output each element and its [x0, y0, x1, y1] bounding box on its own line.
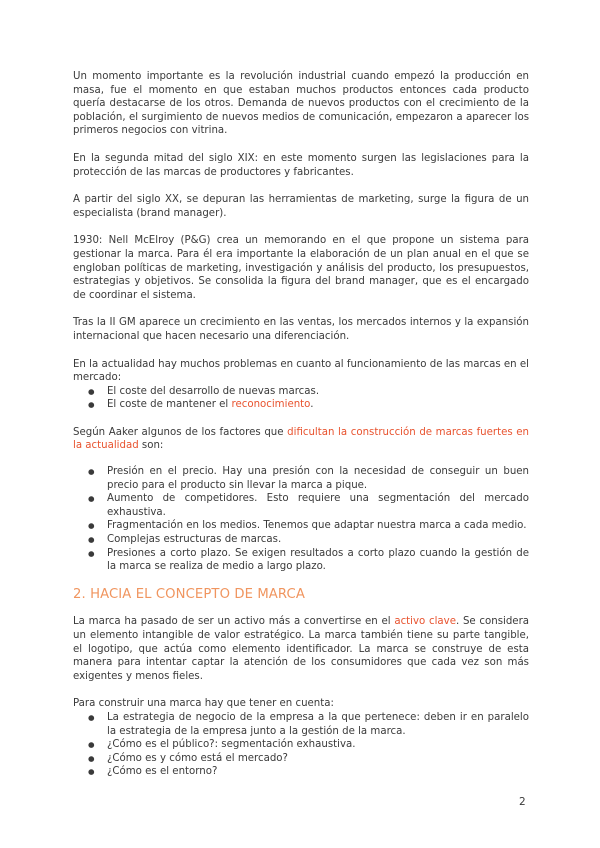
- paragraph-text: . Se considera un elemento intangible de valor estratégico. La marca también tiene su parte tangible, el logotipo, que actúa como elemento identificador. La marca se construye de esta manera para intentar captar la atención de los consumidores que cada vez son más exigentes y menos fieles.: [73, 616, 530, 682]
- page-number: 2: [519, 796, 526, 808]
- highlight-text: activo clave: [394, 616, 456, 628]
- paragraph-industrial-revolution: Un momento importante es la revolución industrial cuando empezó la producción en masa, fue el momento en que estaban muchos productos entonces cada producto quería destacarse de los otros. Demanda de nuevos productos con el crecimiento de la población, el surgimiento de nuevos medios de comunicación, empezaron a aparecer los primeros negocios con vitrina.: [73, 71, 529, 137]
- aaker-factors-list: [73, 465, 529, 574]
- paragraph-text: La marca ha pasado de ser un activo más a convertirse en el: [73, 616, 395, 628]
- paragraph-text: Según Aaker algunos de los factores que: [73, 426, 288, 438]
- paragraph-current-problems: En la actualidad hay muchos problemas en cuanto al funcionamiento de las marcas en el mercado:: [73, 358, 529, 384]
- paragraph-activo-clave: [73, 615, 529, 683]
- highlight-text: dificultan la construcción de marcas fuertes en la actualidad: [73, 426, 529, 452]
- list-item: ● Fragmentación en los medios. Tenemos que adaptar nuestra marca a cada medio.: [107, 519, 529, 533]
- list-item: ● Presión en el precio. Hay una presión con la necesidad de conseguir un buen precio para el producto sin llevar la marca a pique.: [107, 465, 529, 492]
- list-item: ● Complejas estructuras de marcas.: [107, 533, 529, 547]
- brand-building-list: [73, 711, 529, 779]
- list-item-text: El coste de mantener el: [107, 399, 232, 411]
- section-heading: 2. HACIA EL CONCEPTO DE MARCA: [73, 586, 305, 602]
- list-item: ● La estrategia de negocio de la empresa a la que pertenece: deben ir en paralelo la estrategia de la empresa junto a la gestión de la marca.: [107, 711, 529, 738]
- paragraph-1930: 1930: Nell McElroy (P&G) crea un memorando en el que propone un sistema para gestionar la marca. Para él era importante la elaboración de un plan anual en el que se engloban políticas de marketing, investigación y análisis del producto, los presupuestos, estrategias y objetivos. Se consolida la figura del brand manager, que es el encargado de coordinar el sistema.: [73, 235, 529, 301]
- list-item: ● ¿Cómo es el público?: segmentación exhaustiva.: [107, 738, 529, 752]
- list-item: ● Presiones a corto plazo. Se exigen resultados a corto plazo cuando la gestión de la marca se realiza de medio a largo plazo.: [107, 547, 529, 574]
- document-body: [73, 70, 529, 793]
- paragraph-aaker: [73, 426, 529, 453]
- paragraph-construir-marca: Para construir una marca hay que tener en cuenta:: [73, 698, 334, 710]
- paragraph-siglo-xx: A partir del siglo XX, se depuran las herramientas de marketing, surge la figura de un especialista (brand manager).: [73, 194, 529, 219]
- list-item: ● El coste del desarrollo de nuevas marcas.: [107, 385, 529, 399]
- paragraph-siglo-xix: En la segunda mitad del siglo XIX: en este momento surgen las legislaciones para la protección de las marcas de productores y fabricantes.: [73, 152, 529, 178]
- paragraph-post-war: Tras la II GM aparece un crecimiento en las ventas, los mercados internos y la expansión internacional que hacen necesario una diferenciación.: [73, 317, 529, 342]
- problems-list: [73, 385, 529, 412]
- paragraph-text: son:: [138, 440, 164, 452]
- list-item-text: .: [310, 399, 314, 411]
- highlight-text: reconocimiento: [231, 399, 311, 411]
- list-item: ● ¿Cómo es y cómo está el mercado?: [107, 752, 529, 766]
- list-item: [107, 398, 529, 412]
- list-item: ● Aumento de competidores. Esto requiere una segmentación del mercado exhaustiva.: [107, 492, 529, 519]
- list-item: ● ¿Cómo es el entorno?: [107, 765, 529, 779]
